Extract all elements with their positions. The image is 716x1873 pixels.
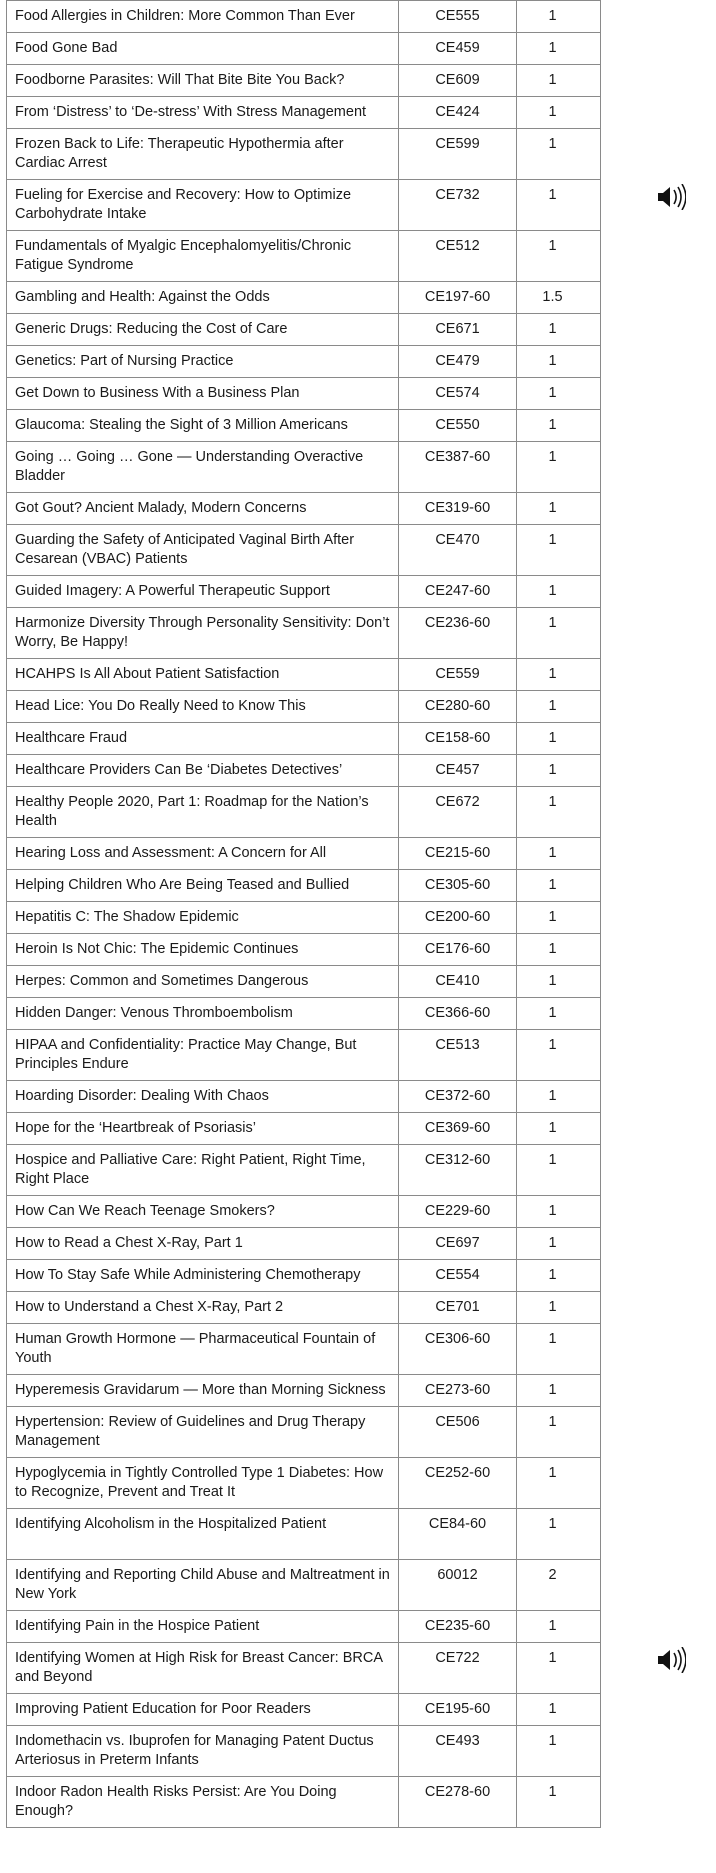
course-title: Identifying and Reporting Child Abuse and Maltreatment in New York	[7, 1560, 399, 1611]
course-code: CE229-60	[399, 1196, 517, 1228]
course-row	[7, 493, 601, 525]
course-code: CE278-60	[399, 1777, 517, 1828]
contact-hours: 1	[517, 410, 601, 442]
course-title: Hypertension: Review of Guidelines and Drug Therapy Management	[7, 1407, 399, 1458]
course-title: Hypoglycemia in Tightly Controlled Type 1 Diabetes: How to Recognize, Prevent and Treat It	[7, 1458, 399, 1509]
course-row	[7, 1375, 601, 1407]
course-table-body	[7, 1, 601, 1828]
contact-hours: 1	[517, 576, 601, 608]
course-title: How to Read a Chest X-Ray, Part 1	[7, 1228, 399, 1260]
course-code: CE176-60	[399, 934, 517, 966]
course-title: Foodborne Parasites: Will That Bite Bite You Back?	[7, 65, 399, 97]
contact-hours: 1	[517, 1458, 601, 1509]
course-code: CE459	[399, 33, 517, 65]
contact-hours: 1	[517, 1509, 601, 1560]
course-title: Going … Going … Gone — Understanding Overactive Bladder	[7, 442, 399, 493]
contact-hours: 1	[517, 1081, 601, 1113]
course-row	[7, 1, 601, 33]
course-row	[7, 998, 601, 1030]
course-row	[7, 1726, 601, 1777]
course-row	[7, 691, 601, 723]
course-row	[7, 410, 601, 442]
contact-hours: 2	[517, 1560, 601, 1611]
course-row	[7, 608, 601, 659]
course-code: CE195-60	[399, 1694, 517, 1726]
course-title: How To Stay Safe While Administering Chemotherapy	[7, 1260, 399, 1292]
speaker-audio-icon[interactable]	[656, 1647, 686, 1673]
course-row	[7, 180, 601, 231]
course-row	[7, 1777, 601, 1828]
contact-hours: 1	[517, 787, 601, 838]
course-row	[7, 1407, 601, 1458]
course-row	[7, 1228, 601, 1260]
contact-hours: 1	[517, 1726, 601, 1777]
course-title: Frozen Back to Life: Therapeutic Hypothermia after Cardiac Arrest	[7, 129, 399, 180]
course-row	[7, 129, 601, 180]
course-row	[7, 870, 601, 902]
contact-hours: 1	[517, 97, 601, 129]
course-code: CE672	[399, 787, 517, 838]
course-code: CE512	[399, 231, 517, 282]
course-title: Hyperemesis Gravidarum — More than Morning Sickness	[7, 1375, 399, 1407]
contact-hours: 1	[517, 1694, 601, 1726]
course-row	[7, 787, 601, 838]
contact-hours: 1	[517, 442, 601, 493]
course-title: Healthcare Fraud	[7, 723, 399, 755]
contact-hours: 1	[517, 755, 601, 787]
course-code: CE197-60	[399, 282, 517, 314]
contact-hours: 1	[517, 1145, 601, 1196]
contact-hours: 1	[517, 723, 601, 755]
course-code: CE424	[399, 97, 517, 129]
course-code: CE387-60	[399, 442, 517, 493]
course-row	[7, 1196, 601, 1228]
course-title: Identifying Alcoholism in the Hospitalized Patient	[7, 1509, 399, 1560]
course-row	[7, 723, 601, 755]
course-code: CE513	[399, 1030, 517, 1081]
course-title: Hepatitis C: The Shadow Epidemic	[7, 902, 399, 934]
course-code: CE559	[399, 659, 517, 691]
course-title: HIPAA and Confidentiality: Practice May Change, But Principles Endure	[7, 1030, 399, 1081]
course-code: CE247-60	[399, 576, 517, 608]
course-title: Healthy People 2020, Part 1: Roadmap for the Nation’s Health	[7, 787, 399, 838]
contact-hours: 1.5	[517, 282, 601, 314]
contact-hours: 1	[517, 838, 601, 870]
course-table	[6, 0, 601, 1828]
course-code: CE479	[399, 346, 517, 378]
course-title: Generic Drugs: Reducing the Cost of Care	[7, 314, 399, 346]
course-code: CE158-60	[399, 723, 517, 755]
course-row	[7, 1260, 601, 1292]
contact-hours: 1	[517, 1113, 601, 1145]
course-row	[7, 346, 601, 378]
course-row	[7, 525, 601, 576]
course-code: CE550	[399, 410, 517, 442]
course-code: CE312-60	[399, 1145, 517, 1196]
contact-hours: 1	[517, 378, 601, 410]
course-row	[7, 231, 601, 282]
course-title: Herpes: Common and Sometimes Dangerous	[7, 966, 399, 998]
contact-hours: 1	[517, 1611, 601, 1643]
contact-hours: 1	[517, 966, 601, 998]
course-row	[7, 1145, 601, 1196]
course-title: Identifying Pain in the Hospice Patient	[7, 1611, 399, 1643]
contact-hours: 1	[517, 659, 601, 691]
course-code: CE84-60	[399, 1509, 517, 1560]
course-row	[7, 1458, 601, 1509]
course-code: CE609	[399, 65, 517, 97]
course-row	[7, 1081, 601, 1113]
course-title: Fundamentals of Myalgic Encephalomyelitis/Chronic Fatigue Syndrome	[7, 231, 399, 282]
course-code: CE280-60	[399, 691, 517, 723]
contact-hours: 1	[517, 934, 601, 966]
contact-hours: 1	[517, 691, 601, 723]
course-code: CE369-60	[399, 1113, 517, 1145]
course-row	[7, 314, 601, 346]
course-code: CE273-60	[399, 1375, 517, 1407]
course-code: CE410	[399, 966, 517, 998]
course-row	[7, 902, 601, 934]
course-row	[7, 755, 601, 787]
contact-hours: 1	[517, 129, 601, 180]
course-row	[7, 97, 601, 129]
contact-hours: 1	[517, 1407, 601, 1458]
contact-hours: 1	[517, 231, 601, 282]
course-title: Hoarding Disorder: Dealing With Chaos	[7, 1081, 399, 1113]
contact-hours: 1	[517, 65, 601, 97]
contact-hours: 1	[517, 1324, 601, 1375]
course-code: CE366-60	[399, 998, 517, 1030]
course-title: Heroin Is Not Chic: The Epidemic Continues	[7, 934, 399, 966]
contact-hours: 1	[517, 608, 601, 659]
course-row	[7, 282, 601, 314]
course-code: CE493	[399, 1726, 517, 1777]
contact-hours: 1	[517, 1, 601, 33]
course-code: CE574	[399, 378, 517, 410]
course-title: Head Lice: You Do Really Need to Know This	[7, 691, 399, 723]
course-code: CE319-60	[399, 493, 517, 525]
course-code: CE215-60	[399, 838, 517, 870]
course-row	[7, 1113, 601, 1145]
course-code: CE599	[399, 129, 517, 180]
course-row	[7, 934, 601, 966]
course-code: CE722	[399, 1643, 517, 1694]
course-title: Harmonize Diversity Through Personality Sensitivity: Don’t Worry, Be Happy!	[7, 608, 399, 659]
course-row	[7, 576, 601, 608]
contact-hours: 1	[517, 1375, 601, 1407]
course-title: Guided Imagery: A Powerful Therapeutic Support	[7, 576, 399, 608]
course-title: Indoor Radon Health Risks Persist: Are You Doing Enough?	[7, 1777, 399, 1828]
course-row	[7, 378, 601, 410]
contact-hours: 1	[517, 525, 601, 576]
contact-hours: 1	[517, 1260, 601, 1292]
course-title: Helping Children Who Are Being Teased and Bullied	[7, 870, 399, 902]
course-code: CE554	[399, 1260, 517, 1292]
contact-hours: 1	[517, 902, 601, 934]
contact-hours: 1	[517, 346, 601, 378]
course-title: Food Allergies in Children: More Common Than Ever	[7, 1, 399, 33]
course-title: Hidden Danger: Venous Thromboembolism	[7, 998, 399, 1030]
course-title: Hope for the ‘Heartbreak of Psoriasis’	[7, 1113, 399, 1145]
contact-hours: 1	[517, 33, 601, 65]
course-title: From ‘Distress’ to ‘De-stress’ With Stress Management	[7, 97, 399, 129]
course-code: CE697	[399, 1228, 517, 1260]
course-title: Genetics: Part of Nursing Practice	[7, 346, 399, 378]
course-code: CE306-60	[399, 1324, 517, 1375]
course-row	[7, 1643, 601, 1694]
course-title: Healthcare Providers Can Be ‘Diabetes Detectives’	[7, 755, 399, 787]
course-row	[7, 838, 601, 870]
contact-hours: 1	[517, 1228, 601, 1260]
course-row	[7, 33, 601, 65]
contact-hours: 1	[517, 1196, 601, 1228]
course-title: Food Gone Bad	[7, 33, 399, 65]
course-code: CE372-60	[399, 1081, 517, 1113]
course-code: CE506	[399, 1407, 517, 1458]
course-row	[7, 659, 601, 691]
contact-hours: 1	[517, 1643, 601, 1694]
course-row	[7, 1292, 601, 1324]
contact-hours: 1	[517, 180, 601, 231]
course-code: CE305-60	[399, 870, 517, 902]
course-code: CE252-60	[399, 1458, 517, 1509]
contact-hours: 1	[517, 998, 601, 1030]
course-code: CE732	[399, 180, 517, 231]
contact-hours: 1	[517, 493, 601, 525]
course-title: Fueling for Exercise and Recovery: How to Optimize Carbohydrate Intake	[7, 180, 399, 231]
course-title: Improving Patient Education for Poor Readers	[7, 1694, 399, 1726]
course-title: Indomethacin vs. Ibuprofen for Managing Patent Ductus Arteriosus in Preterm Infants	[7, 1726, 399, 1777]
course-row	[7, 966, 601, 998]
contact-hours: 1	[517, 870, 601, 902]
course-title: Glaucoma: Stealing the Sight of 3 Million Americans	[7, 410, 399, 442]
course-title: Hospice and Palliative Care: Right Patient, Right Time, Right Place	[7, 1145, 399, 1196]
course-row	[7, 65, 601, 97]
course-code: CE555	[399, 1, 517, 33]
course-title: Human Growth Hormone — Pharmaceutical Fountain of Youth	[7, 1324, 399, 1375]
course-title: Identifying Women at High Risk for Breast Cancer: BRCA and Beyond	[7, 1643, 399, 1694]
course-title: Guarding the Safety of Anticipated Vaginal Birth After Cesarean (VBAC) Patients	[7, 525, 399, 576]
contact-hours: 1	[517, 1292, 601, 1324]
course-code: CE470	[399, 525, 517, 576]
course-title: Gambling and Health: Against the Odds	[7, 282, 399, 314]
course-title: HCAHPS Is All About Patient Satisfaction	[7, 659, 399, 691]
course-row	[7, 442, 601, 493]
course-title: How to Understand a Chest X-Ray, Part 2	[7, 1292, 399, 1324]
contact-hours: 1	[517, 1777, 601, 1828]
course-code: CE701	[399, 1292, 517, 1324]
course-code: CE457	[399, 755, 517, 787]
course-code: CE236-60	[399, 608, 517, 659]
course-title: Get Down to Business With a Business Plan	[7, 378, 399, 410]
course-row	[7, 1694, 601, 1726]
course-row	[7, 1509, 601, 1560]
course-row	[7, 1324, 601, 1375]
course-code: CE200-60	[399, 902, 517, 934]
course-row	[7, 1030, 601, 1081]
course-row	[7, 1611, 601, 1643]
course-title: Got Gout? Ancient Malady, Modern Concerns	[7, 493, 399, 525]
course-title: How Can We Reach Teenage Smokers?	[7, 1196, 399, 1228]
course-code: CE235-60	[399, 1611, 517, 1643]
course-code: 60012	[399, 1560, 517, 1611]
speaker-audio-icon[interactable]	[656, 184, 686, 210]
course-title: Hearing Loss and Assessment: A Concern for All	[7, 838, 399, 870]
course-row	[7, 1560, 601, 1611]
contact-hours: 1	[517, 314, 601, 346]
contact-hours: 1	[517, 1030, 601, 1081]
course-code: CE671	[399, 314, 517, 346]
